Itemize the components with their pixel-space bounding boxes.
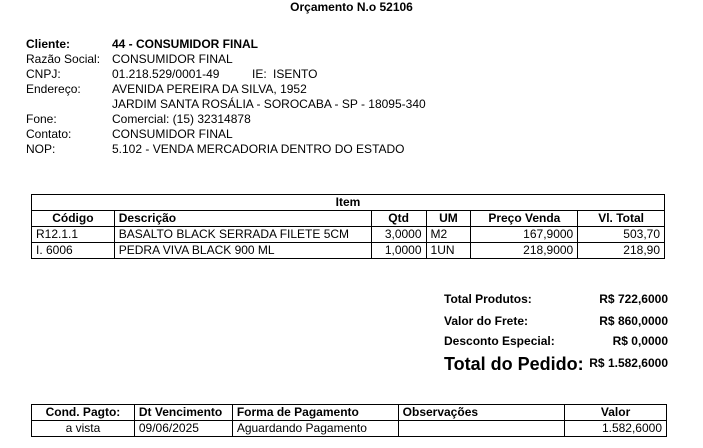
item-preco-venda: 167,9000 <box>471 227 578 243</box>
razao-social-label: Razão Social: <box>26 52 101 66</box>
cnpj-value: 01.218.529/0001-49 <box>112 67 220 81</box>
col-codigo: Código <box>32 211 115 227</box>
items-table-title-row <box>32 195 665 211</box>
item-um: M2 <box>426 227 471 243</box>
valor-frete-value: R$ 860,0000 <box>599 314 668 328</box>
col-cond-pagto: Cond. Pagto: <box>32 405 135 421</box>
items-table-title: Item <box>32 195 665 211</box>
payment-forma-pagamento: Aguardando Pagamento <box>232 421 398 437</box>
col-dt-vencimento: Dt Vencimento <box>134 405 232 421</box>
contato-label: Contato: <box>26 127 72 141</box>
payment-valor: 1.582,6000 <box>565 421 667 437</box>
items-table <box>31 194 665 259</box>
cliente-value: 44 - CONSUMIDOR FINAL <box>112 37 259 51</box>
item-qtd: 1,0000 <box>371 243 426 259</box>
ie-value: ISENTO <box>273 67 318 81</box>
total-produtos-value: R$ 722,6000 <box>599 292 668 306</box>
endereco-line2: JARDIM SANTA ROSÁLIA - SOROCABA - SP - 18095-340 <box>112 97 426 111</box>
col-um: UM <box>426 211 471 227</box>
item-descricao: PEDRA VIVA BLACK 900 ML <box>114 243 371 259</box>
fone-value: Comercial: (15) 32314878 <box>112 112 251 126</box>
item-vl-total: 503,70 <box>578 227 665 243</box>
payment-table <box>31 404 667 437</box>
contato-value: CONSUMIDOR FINAL <box>112 127 233 141</box>
valor-frete-label: Valor do Frete: <box>444 314 529 328</box>
razao-social-value: CONSUMIDOR FINAL <box>112 52 233 66</box>
payment-table-header-row <box>32 405 667 421</box>
col-vl-total: Vl. Total <box>578 211 665 227</box>
document-title: Orçamento N.o 52106 <box>290 0 413 14</box>
ie-label: IE: <box>252 67 267 81</box>
total-produtos-label: Total Produtos: <box>444 292 532 306</box>
item-codigo: I. 6006 <box>32 243 115 259</box>
desconto-especial-value: R$ 0,0000 <box>612 334 668 348</box>
cliente-label: Cliente: <box>26 37 71 51</box>
desconto-especial-label: Desconto Especial: <box>444 334 555 348</box>
item-preco-venda: 218,9000 <box>471 243 578 259</box>
col-qtd: Qtd <box>371 211 426 227</box>
nop-label: NOP: <box>26 142 56 156</box>
item-qtd: 3,0000 <box>371 227 426 243</box>
col-forma-pagamento: Forma de Pagamento <box>232 405 398 421</box>
item-vl-total: 218,90 <box>578 243 665 259</box>
item-um: 1UN <box>426 243 471 259</box>
item-descricao: BASALTO BLACK SERRADA FILETE 5CM <box>114 227 371 243</box>
total-pedido-label: Total do Pedido: <box>444 354 584 374</box>
col-preco-venda: Preço Venda <box>471 211 578 227</box>
col-observacoes: Observações <box>398 405 565 421</box>
table-row <box>32 243 665 259</box>
endereco-label: Endereço: <box>26 82 81 96</box>
nop-value: 5.102 - VENDA MERCADORIA DENTRO DO ESTADO <box>112 142 405 156</box>
total-pedido-value: R$ 1.582,6000 <box>589 356 668 370</box>
item-codigo: R12.1.1 <box>32 227 115 243</box>
payment-cond-pagto: a vista <box>32 421 135 437</box>
payment-observacoes <box>398 421 565 437</box>
endereco-line1: AVENIDA PEREIRA DA SILVA, 1952 <box>112 82 307 96</box>
table-row <box>32 421 667 437</box>
col-descricao: Descrição <box>114 211 371 227</box>
table-row <box>32 227 665 243</box>
cnpj-label: CNPJ: <box>26 67 61 81</box>
payment-dt-vencimento: 09/06/2025 <box>134 421 232 437</box>
col-valor: Valor <box>565 405 667 421</box>
fone-label: Fone: <box>26 112 57 126</box>
items-table-header-row <box>32 211 665 227</box>
